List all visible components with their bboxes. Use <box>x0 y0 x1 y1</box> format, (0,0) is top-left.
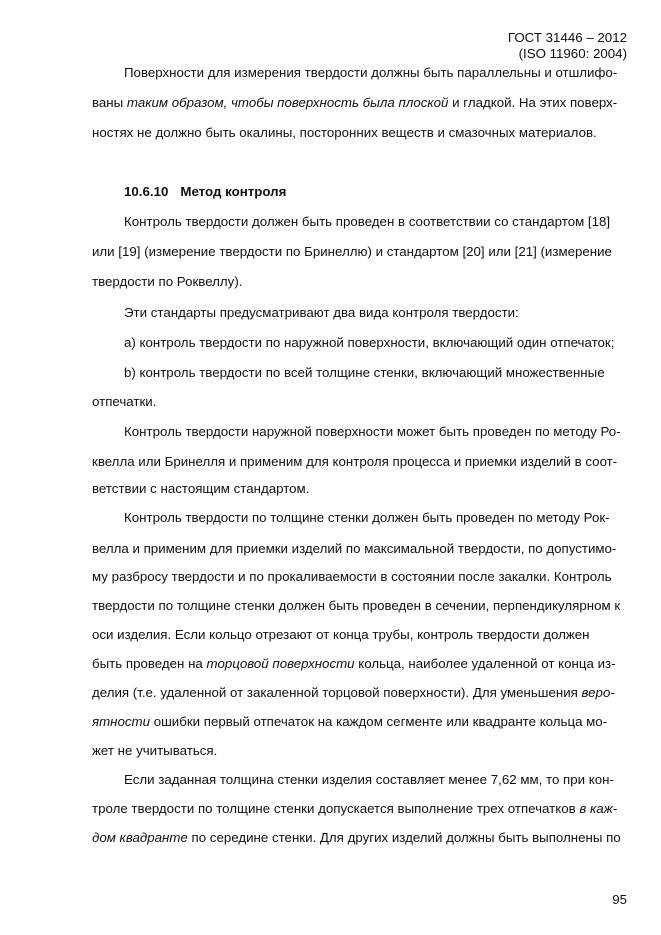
text-line: Контроль твердости должен быть проведен в соответствии со стандартом [18] <box>124 214 611 229</box>
text-line: Контроль твердости наружной поверхности может быть проведен по методу Ро- <box>124 424 621 439</box>
section-title: Метод контроля <box>180 184 287 199</box>
text-line: велла и применим для приемки изделий по максимальной твердости, по допустимо- <box>92 541 617 556</box>
text-line: отпечатки. <box>92 394 157 409</box>
text-line: твердости по толщине стенки должен быть проведен в сечении, перпендикулярном к <box>92 598 621 613</box>
standard-code: ГОСТ 31446 – 2012 <box>507 30 627 45</box>
text-line: ваны таким образом, чтобы поверхность была плоской и гладкой. На этих поверх- <box>92 95 618 110</box>
text-line: ятности ошибки первый отпечаток на каждом сегменте или квадранте кольца мо- <box>92 714 608 729</box>
text-line: ностях не должно быть окалины, посторонних веществ и смазочных материалов. <box>92 125 597 140</box>
italic-phrase: торцовой поверхности <box>206 656 355 671</box>
iso-reference: (ISO 11960: 2004) <box>518 46 627 61</box>
italic-phrase: веро- <box>581 685 615 700</box>
text-line: жет не учитываться. <box>92 743 218 758</box>
text-line: делия (т.е. удаленной от закаленной торцовой поверхности). Для уменьшения веро- <box>92 685 615 700</box>
text-line: Поверхности для измерения твердости должны быть параллельны и отшлифо- <box>124 65 618 80</box>
text-line: Если заданная толщина стенки изделия составляет менее 7,62 мм, то при кон- <box>124 772 614 787</box>
text-line: Контроль твердости по толщине стенки должен быть проведен по методу Рок- <box>124 510 610 525</box>
list-item: b) контроль твердости по всей толщине стенки, включающий множественные <box>124 365 605 380</box>
text-line: му разбросу твердости и по прокаливаемости в состоянии после закалки. Контроль <box>92 569 612 584</box>
list-item: a) контроль твердости по наружной поверхности, включающий один отпечаток; <box>124 335 615 350</box>
text-line: твердости по Роквеллу). <box>92 274 243 289</box>
text-line: Эти стандарты предусматривают два вида контроля твердости: <box>124 305 519 320</box>
italic-phrase: ятности <box>92 714 151 729</box>
italic-phrase: таким образом, чтобы поверхность была плоской <box>126 95 449 110</box>
text-line: троле твердости по толщине стенки допускается выполнение трех отпечатков в каж- <box>92 801 618 816</box>
document-header <box>508 30 627 62</box>
page-number: 95 <box>612 892 627 907</box>
text-line: квелла или Бринелля и применим для контроля процесса и приемки изделий в соот- <box>92 454 618 469</box>
text-line: оси изделия. Если кольцо отрезают от конца трубы, контроль твердости должен <box>92 627 590 642</box>
section-number: 10.6.10 <box>124 184 169 199</box>
text-line: или [19] (измерение твердости по Бринеллю) и стандартом [20] или [21] (измерение <box>92 244 612 259</box>
italic-phrase: в каж- <box>579 801 618 816</box>
text-line: дом квадранте по середине стенки. Для других изделий должны быть выполнены по <box>92 830 621 845</box>
italic-phrase: дом квадранте <box>92 830 188 845</box>
text-line: ветствии с настоящим стандартом. <box>92 481 310 496</box>
section-heading <box>124 183 286 201</box>
text-line: быть проведен на торцовой поверхности кольца, наиболее удаленной от конца из- <box>92 656 616 671</box>
